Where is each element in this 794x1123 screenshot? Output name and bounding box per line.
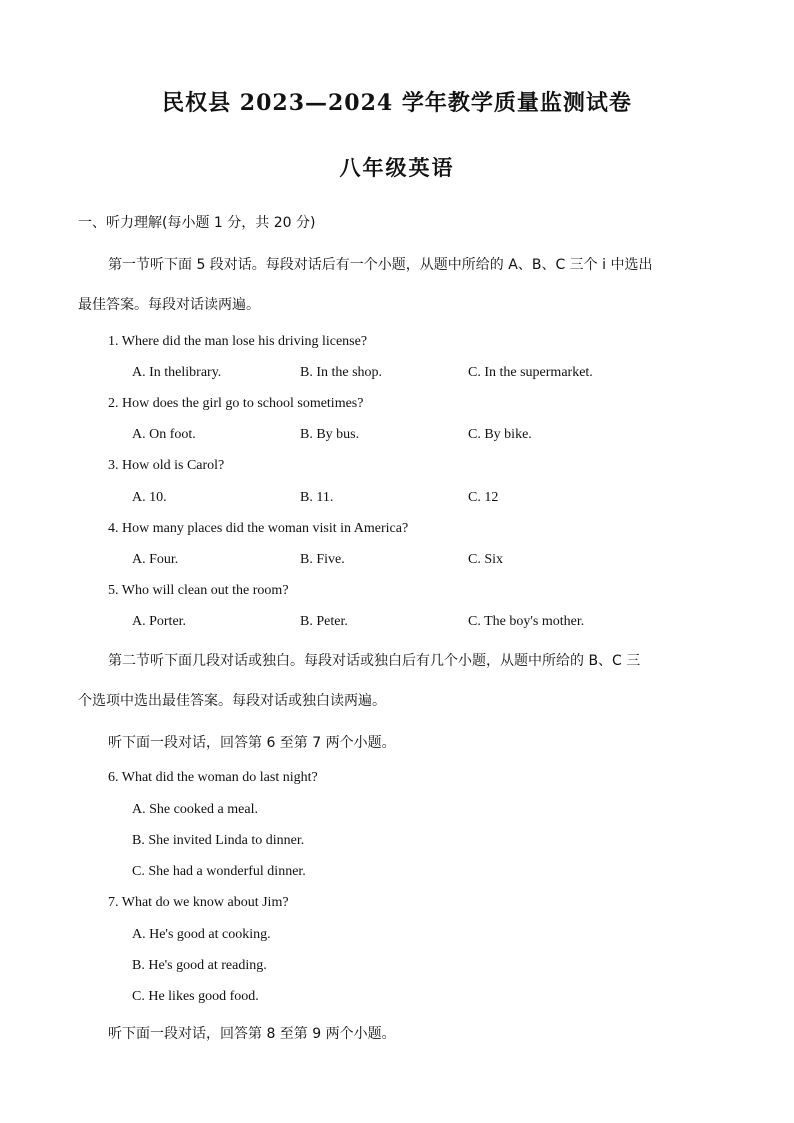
instruction-q8-q9: 听下面一段对话，回答第 8 至第 9 两个小题。 (108, 1026, 396, 1042)
question-1: 1. Where did the man lose his driving license? (108, 334, 368, 349)
q1-option-c: C. In the supermarket. (468, 365, 593, 380)
part2-instruction-line2: 个选项中选出最佳答案。每段对话或独白读两遍。 (78, 693, 386, 709)
q6-option-a: A. She cooked a meal. (132, 802, 258, 817)
q5-option-a: A. Porter. (132, 614, 187, 629)
q6-option-b: B. She invited Linda to dinner. (132, 833, 305, 848)
q2-option-b: B. By bus. (300, 427, 360, 442)
question-3: 3. How old is Carol? (108, 458, 225, 473)
q7-option-a: A. He's good at cooking. (132, 927, 271, 942)
q2-option-a: A. On foot. (132, 427, 196, 442)
exam-title: 民权县 2023—2024 学年教学质量监测试卷 (162, 90, 632, 116)
q7-option-c: C. He likes good food. (132, 989, 259, 1004)
question-4: 4. How many places did the woman visit in America? (108, 521, 409, 536)
q7-option-b: B. He's good at reading. (132, 958, 267, 973)
part1-instruction-line2: 最佳答案。每段对话读两遍。 (78, 297, 260, 313)
question-6: 6. What did the woman do last night? (108, 770, 318, 785)
q4-option-b: B. Five. (300, 552, 345, 567)
q3-option-a: A. 10. (132, 490, 167, 505)
question-5: 5. Who will clean out the room? (108, 583, 289, 598)
q4-option-a: A. Four. (132, 552, 179, 567)
section1-heading: 一、听力理解(每小题 1 分，共 20 分) (78, 215, 316, 231)
q3-option-c: C. 12 (468, 490, 499, 505)
part2-instruction-line1: 第二节听下面几段对话或独白。每段对话或独白后有几个小题，从题中所给的 B、C 三 (108, 653, 641, 669)
exam-subtitle: 八年级英语 (339, 155, 455, 180)
question-2: 2. How does the girl go to school sometimes? (108, 396, 364, 411)
instruction-q6-q7: 听下面一段对话，回答第 6 至第 7 两个小题。 (108, 735, 396, 751)
q1-option-b: B. In the shop. (300, 365, 383, 380)
q5-option-b: B. Peter. (300, 614, 348, 629)
question-7: 7. What do we know about Jim? (108, 895, 289, 910)
q4-option-c: C. Six (468, 552, 504, 567)
q6-option-c: C. She had a wonderful dinner. (132, 864, 306, 879)
q1-option-a: A. In thelibrary. (132, 365, 222, 380)
q5-option-c: C. The boy's mother. (468, 614, 585, 629)
q3-option-b: B. 11. (300, 490, 334, 505)
part1-instruction-line1: 第一节听下面 5 段对话。每段对话后有一个小题，从题中所给的 A、B、C 三个 i 中选出 (108, 257, 653, 273)
q2-option-c: C. By bike. (468, 427, 532, 442)
